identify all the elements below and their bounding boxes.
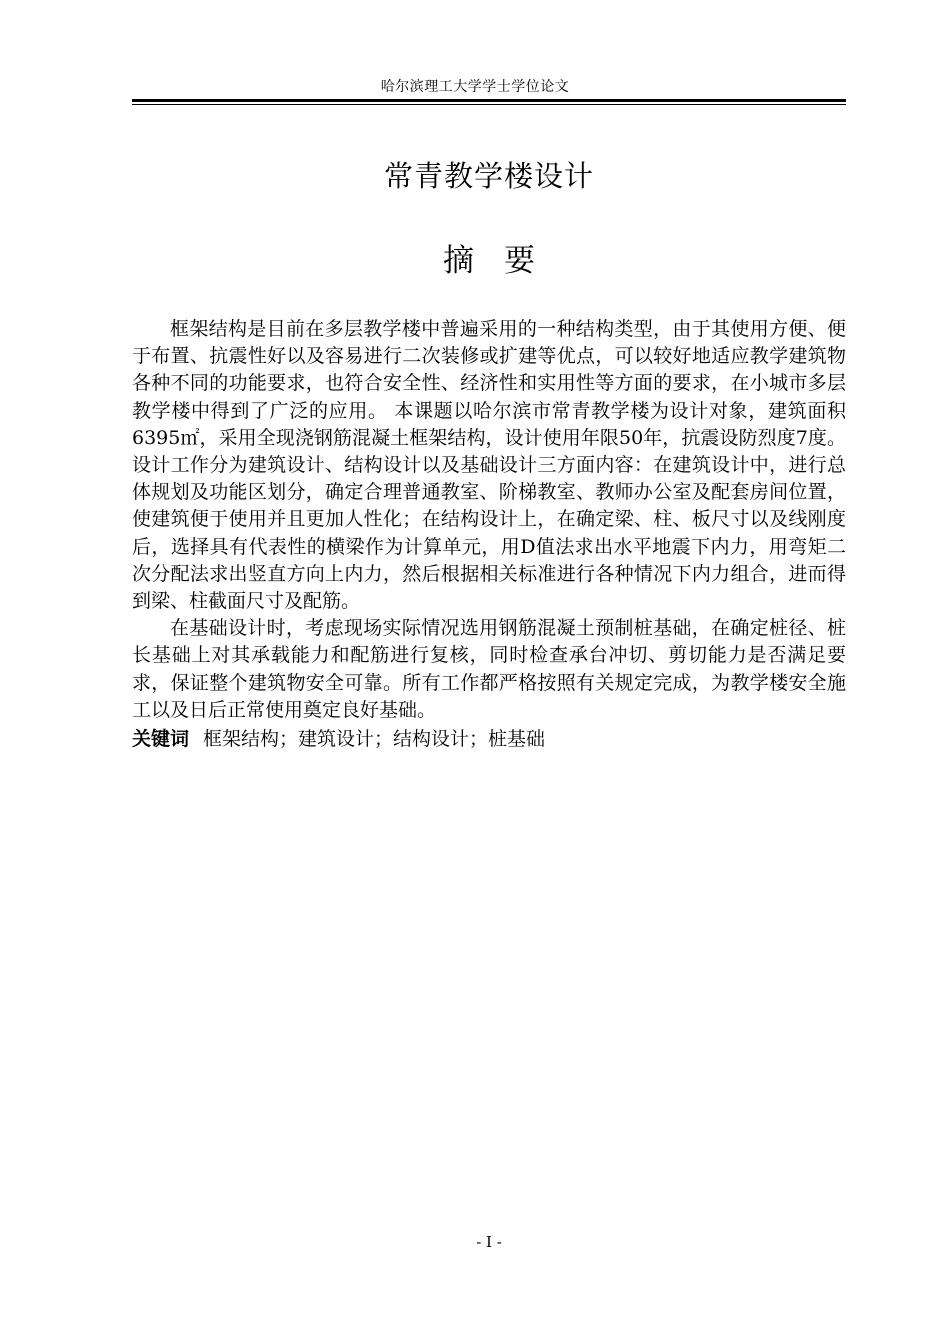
header-rule-thin: [132, 104, 846, 105]
abstract-body: [132, 316, 846, 724]
keywords-line: [132, 726, 846, 753]
abstract-heading: [0, 240, 950, 282]
abstract-paragraph-1: 框架结构是目前在多层教学楼中普遍采用的一种结构类型，由于其使用方便、便于布置、抗震性好以及容易进行二次装修或扩建等优点，可以较好地适应教学建筑物各种不同的功能要求，也符合安全性、经济性和实用性等方面的要求，在小城市多层教学楼中得到了广泛的应用。 本课题以哈尔滨市常青教学楼为设计对象，建筑面积6395㎡，采用全现浇钢筋混凝土框架结构，设计使用年限50年，抗震设防烈度7度。设计工作分为建筑设计、结构设计以及基础设计三方面内容：在建筑设计中，进行总体规划及功能区划分，确定合理普通教室、阶梯教室、教师办公室及配套房间位置，使建筑便于使用并且更加人性化；在结构设计上，在确定梁、柱、板尺寸以及线刚度后，选择具有代表性的横梁作为计算单元，用D值法求出水平地震下内力，用弯矩二次分配法求出竖直方向上内力，然后根据相关标准进行各种情况下内力组合，进而得到梁、柱截面尺寸及配筋。: [132, 318, 846, 613]
abstract-heading-char-1: 摘: [443, 243, 474, 279]
abstract-heading-char-2: 要: [504, 243, 535, 279]
running-header: 哈尔滨理工大学学士学位论文: [380, 79, 570, 95]
keywords-text: 框架结构；建筑设计；结构设计；桩基础: [203, 728, 546, 750]
abstract-paragraph-2: 在基础设计时，考虑现场实际情况选用钢筋混凝土预制桩基础，在确定桩径、桩长基础上对其承载能力和配筋进行复核，同时检查承台冲切、剪切能力是否满足要求，保证整个建筑物安全可靠。所有工作都严格按照有关规定完成，为教学楼安全施工以及日后正常使用奠定良好基础。: [132, 617, 846, 721]
header-rule-thick: [132, 99, 846, 102]
page-number: - I -: [476, 1233, 502, 1251]
keywords-label: 关键词: [132, 728, 190, 750]
document-title: 常青教学楼设计: [383, 159, 594, 193]
